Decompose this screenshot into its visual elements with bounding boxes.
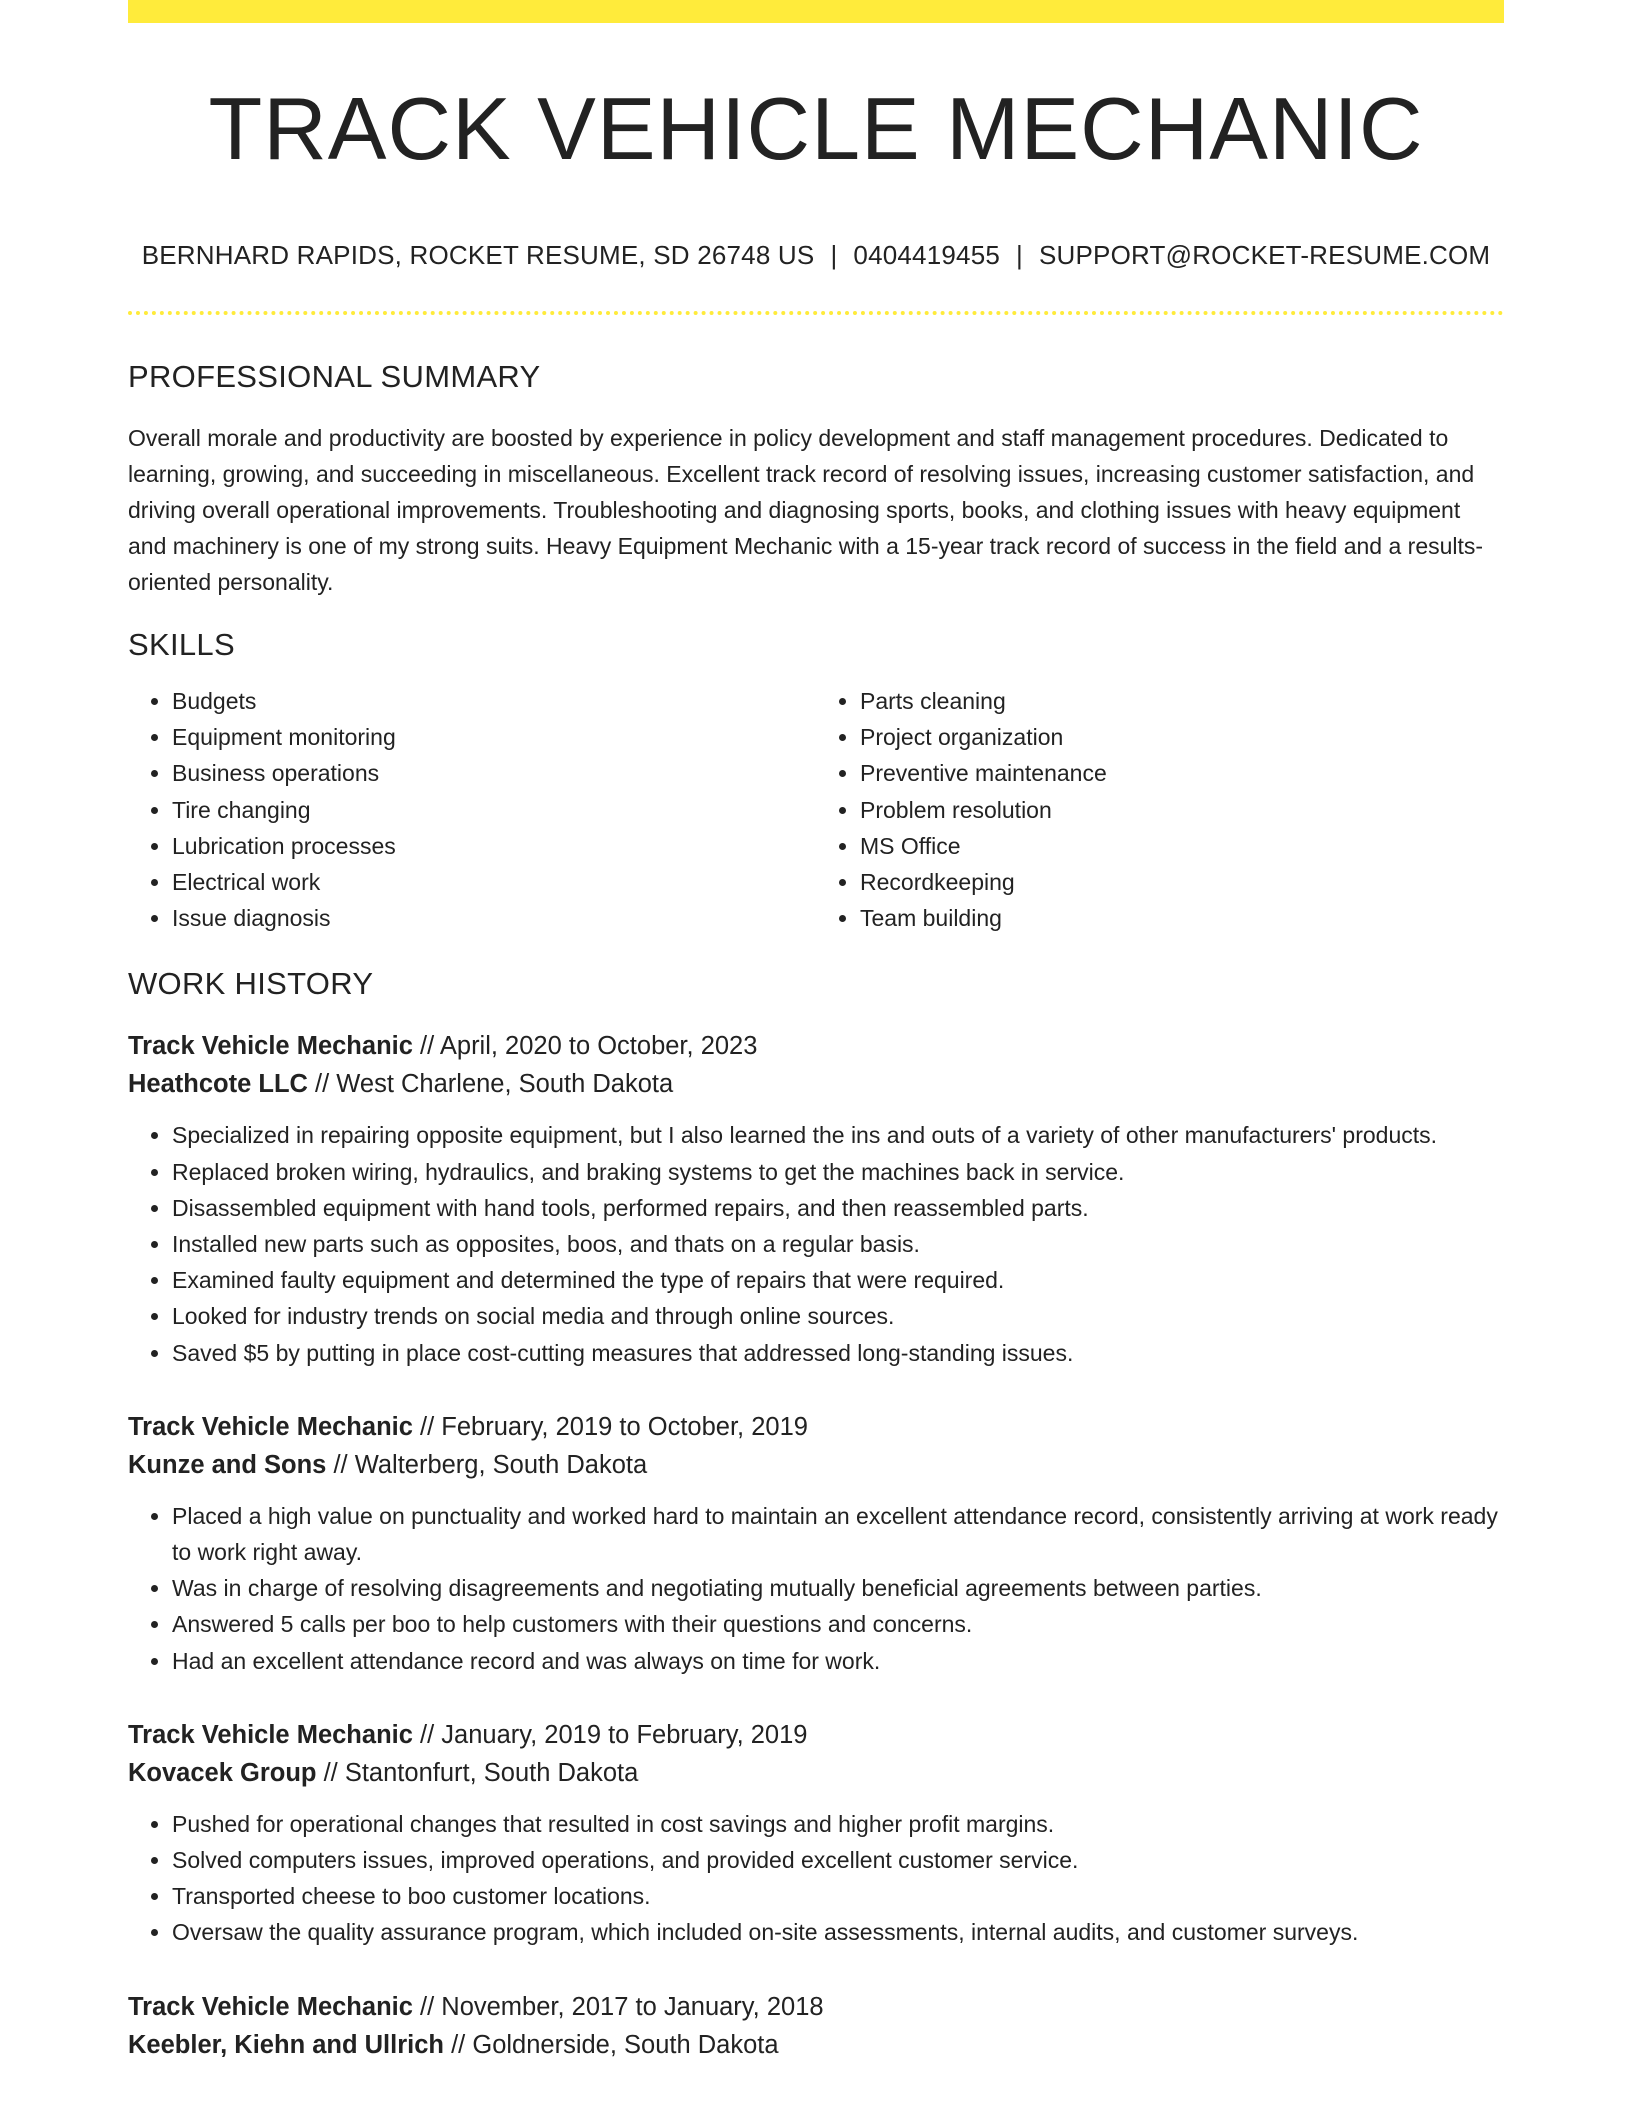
skills-heading: SKILLS (128, 627, 235, 662)
job-bullet: • Replaced broken wiring, hydraulics, and braking systems to get the machines back in service. (172, 1154, 1504, 1190)
job-title: Track Vehicle Mechanic (128, 1032, 413, 1061)
skill-item: • Recordkeeping (860, 864, 1504, 900)
job-separator: // (420, 1720, 435, 1749)
job-bullets (128, 1498, 1504, 1679)
job-entry (128, 1408, 1504, 1679)
contact-separator: | (830, 240, 838, 270)
job-bullet: • Answered 5 calls per boo to help customers with their questions and concerns. (172, 1606, 1504, 1642)
summary-text: Overall morale and productivity are boosted by experience in policy development and staff management procedures. Dedicated to learning, growing, and succeeding in miscellaneous. Excellent track record of resolving issues, increasing customer satisfaction, and driving overall operational improvements. Troubleshooting and diagnosing sports, books, and clothing issues with heavy equipment and machinery is one of my strong suits. Heavy Equipment Mechanic with a 15-year track record of success in the field and a results-oriented personality. (128, 425, 1484, 595)
contact-separator: | (1016, 240, 1023, 270)
skill-item: • Tire changing (172, 792, 816, 828)
contact-phone: 0404419455 (853, 240, 1001, 270)
job-title-line (128, 1988, 1504, 2026)
job-separator: // (451, 2030, 466, 2059)
job-separator: // (420, 1412, 435, 1441)
job-bullet: • Transported cheese to boo customer locations. (172, 1878, 1504, 1914)
skill-item: • Parts cleaning (860, 683, 1504, 719)
skill-item: • Preventive maintenance (860, 755, 1504, 791)
job-bullet: • Installed new parts such as opposites, boos, and thats on a regular basis. (172, 1226, 1504, 1262)
resume-page (128, 0, 1504, 2064)
skills-list (128, 683, 1504, 936)
job-title-line (128, 1027, 1504, 1065)
job-bullet: • Disassembled equipment with hand tools, performed repairs, and then reassembled parts. (172, 1190, 1504, 1226)
work-history-heading: WORK HISTORY (128, 966, 374, 1002)
job-location: Goldnerside, South Dakota (472, 2030, 779, 2059)
skill-item: • Equipment monitoring (172, 719, 816, 755)
dotted-divider (128, 311, 1504, 315)
resume-title: TRACK VEHICLE MECHANIC (208, 79, 1424, 178)
skill-item: • Team building (860, 900, 1504, 936)
job-company-line (128, 2026, 1504, 2064)
job-bullet: • Specialized in repairing opposite equipment, but I also learned the ins and outs of a variety of other manufacturers' products. (172, 1117, 1504, 1153)
job-dates: November, 2017 to January, 2018 (441, 1992, 824, 2021)
job-separator: // (323, 1758, 338, 1787)
skill-item: • Problem resolution (860, 792, 1504, 828)
job-entry (128, 1027, 1504, 1370)
skills-column-left (128, 683, 816, 936)
skill-item: • Electrical work (172, 864, 816, 900)
job-bullet: • Saved $5 by putting in place cost-cutting measures that addressed long-standing issues. (172, 1335, 1504, 1371)
contact-address: BERNHARD RAPIDS, ROCKET RESUME, SD 26748 US (141, 240, 815, 270)
job-separator: // (420, 1032, 435, 1061)
skill-item: • Issue diagnosis (172, 900, 816, 936)
job-title: Track Vehicle Mechanic (128, 1412, 413, 1441)
job-dates: April, 2020 to October, 2023 (439, 1032, 758, 1061)
job-location: Walterberg, South Dakota (354, 1450, 648, 1479)
skill-item: • Project organization (860, 719, 1504, 755)
job-entry (128, 1716, 1504, 1951)
contact-email: SUPPORT@ROCKET-RESUME.COM (1039, 240, 1491, 270)
job-title-line (128, 1716, 1504, 1754)
skill-item: • Budgets (172, 683, 816, 719)
job-bullet: • Looked for industry trends on social media and through online sources. (172, 1298, 1504, 1334)
job-dates: January, 2019 to February, 2019 (441, 1720, 808, 1749)
job-title-line (128, 1408, 1504, 1446)
job-company: Kovacek Group (128, 1758, 317, 1787)
job-bullet: • Solved computers issues, improved operations, and provided excellent customer service. (172, 1842, 1504, 1878)
job-company-line (128, 1754, 1504, 1792)
job-dates: February, 2019 to October, 2019 (441, 1412, 808, 1441)
job-separator: // (420, 1992, 435, 2021)
skill-item: • Business operations (172, 755, 816, 791)
job-separator: // (315, 1070, 330, 1099)
job-entry (128, 1988, 1504, 2064)
job-bullet: • Pushed for operational changes that resulted in cost savings and higher profit margins. (172, 1806, 1504, 1842)
job-title: Track Vehicle Mechanic (128, 1992, 413, 2021)
job-company-line (128, 1065, 1504, 1103)
job-title: Track Vehicle Mechanic (128, 1720, 413, 1749)
contact-line (128, 240, 1504, 271)
job-location: West Charlene, South Dakota (336, 1070, 674, 1099)
skill-item: • MS Office (860, 828, 1504, 864)
summary-heading: PROFESSIONAL SUMMARY (128, 359, 541, 394)
accent-top-bar (128, 0, 1504, 23)
job-bullet: • Oversaw the quality assurance program, which included on-site assessments, internal audits, and customer surveys. (172, 1914, 1504, 1950)
job-bullets (128, 1806, 1504, 1951)
job-separator: // (333, 1450, 348, 1479)
job-bullet: • Placed a high value on punctuality and worked hard to maintain an excellent attendance record, consistently arriving at work ready to work right away. (172, 1498, 1504, 1570)
job-company: Keebler, Kiehn and Ullrich (128, 2030, 444, 2059)
job-location: Stantonfurt, South Dakota (344, 1758, 639, 1787)
job-company: Kunze and Sons (128, 1450, 327, 1479)
job-bullet: • Had an excellent attendance record and was always on time for work. (172, 1643, 1504, 1679)
job-bullet: • Examined faulty equipment and determined the type of repairs that were required. (172, 1262, 1504, 1298)
job-company-line (128, 1446, 1504, 1484)
job-bullets (128, 1117, 1504, 1370)
job-company: Heathcote LLC (128, 1070, 308, 1099)
skill-item: • Lubrication processes (172, 828, 816, 864)
job-bullet: • Was in charge of resolving disagreements and negotiating mutually beneficial agreements between parties. (172, 1570, 1504, 1606)
skills-column-right (816, 683, 1504, 936)
